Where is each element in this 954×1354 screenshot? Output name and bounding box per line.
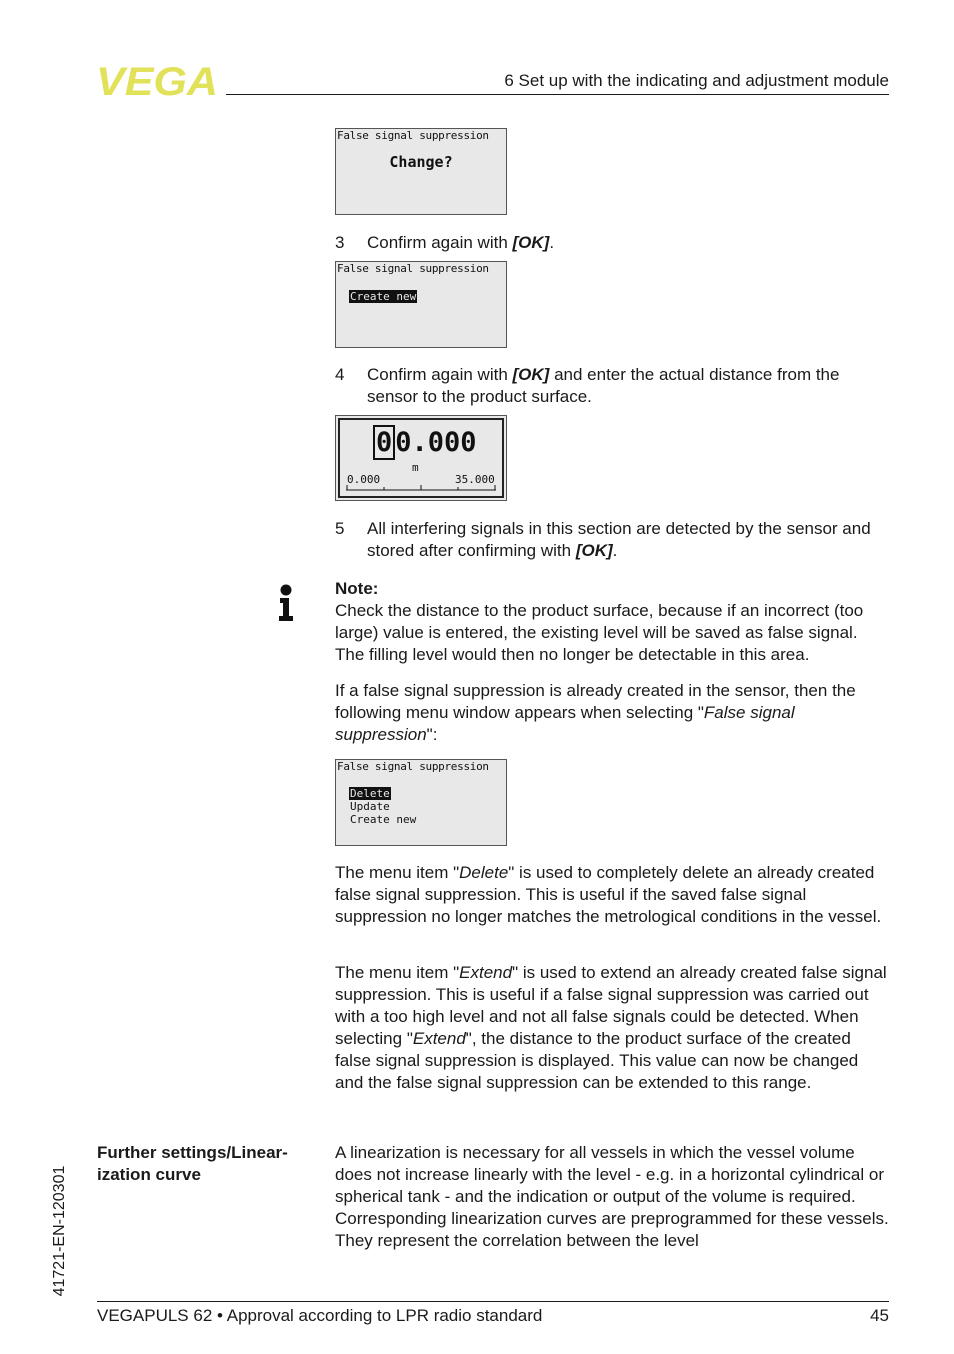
menu-name: False signal suppression [335, 703, 795, 744]
text: The menu item " [335, 963, 460, 982]
display-change-prompt [335, 128, 507, 215]
display-title: False signal suppression [337, 129, 489, 142]
menu-item-delete: Delete [350, 787, 390, 800]
text: " is used to extend an already created false signal suppression. This is useful if a false signal suppression was carried out with a too high level and not all false signals could be detected. When selecting " [335, 963, 887, 1048]
para-delete [335, 862, 890, 928]
display-title: False signal suppression [337, 262, 489, 275]
para-existing-suppression [335, 680, 890, 746]
ok-key: [OK] [512, 365, 550, 384]
note-text: Check the distance to the product surface, because if an incorrect (too large) value is entered, the existing level will be saved as false signal. The filling level would then no longer be detectable in this area. [335, 601, 864, 664]
text: " is used to completely delete an already created false signal suppression. This is useful if the saved false signal suppression no longer matches the metrological conditions in the vessel. [335, 863, 882, 926]
note-title: Note: [335, 579, 379, 598]
para-extend [335, 962, 890, 1094]
value-digits: 0.000 [395, 427, 477, 458]
logo-text: VEGA [96, 64, 218, 98]
step-text-end: and enter the actual distance from the sensor to the product surface. [367, 365, 840, 406]
step-text-end: . [612, 541, 618, 560]
display-title: False signal suppression [337, 760, 489, 773]
display-prompt: Change? [389, 153, 453, 171]
menu-item-update: Update [350, 800, 390, 813]
distance-value [373, 428, 477, 458]
menu-item-create-new: Create new [350, 290, 417, 303]
cursor-digit: 0 [373, 425, 395, 460]
step-text-end: . [549, 233, 555, 252]
further-settings-heading: Further settings/Linear-ization curve [97, 1143, 288, 1184]
menu-name: Extend [412, 1029, 466, 1048]
step-text: All interfering signals in this section are detected by the sensor and stored after confirming with [367, 519, 871, 560]
display-create-new [335, 261, 507, 348]
footer-divider [97, 1301, 889, 1302]
text: The menu item " [335, 863, 460, 882]
footer-product: VEGAPULS 62 • Approval according to LPR radio standard [97, 1306, 543, 1325]
range-scale [346, 484, 496, 494]
section-title: 6 Set up with the indicating and adjustment module [504, 71, 889, 90]
menu-item-create-new: Create new [350, 813, 417, 826]
menu-name: Extend [459, 963, 513, 982]
step-text: Confirm again with [367, 365, 513, 384]
note-block [335, 578, 890, 666]
text: ": [426, 725, 438, 744]
vega-logo [96, 64, 220, 98]
step-number: 4 [335, 365, 345, 384]
step-4 [335, 364, 890, 408]
step-5 [335, 518, 890, 562]
step-text: Confirm again with [367, 233, 513, 252]
step-number: 3 [335, 233, 345, 252]
text: If a false signal suppression is already created in the sensor, then the following menu window appears when selecting " [335, 681, 856, 722]
step-number: 5 [335, 519, 345, 538]
range-max: 35.000 [455, 473, 495, 486]
ok-key: [OK] [575, 541, 613, 560]
range-min: 0.000 [347, 473, 381, 486]
document-id-text: 41721-EN-120301 [51, 1165, 68, 1296]
linearization-text: A linearization is necessary for all vessels in which the vessel volume does not increase linearly with the level - e.g. in a horizontal cylindrical or spherical tank - and the indication or output of the volume is required. Corresponding linearization curves are preprogrammed for these vessels. They represent the correlation between the level [335, 1143, 889, 1250]
ok-key: [OK] [512, 233, 550, 252]
document-id [40, 1158, 80, 1303]
unit-label: m [412, 461, 419, 474]
display-suppression-menu [335, 759, 507, 846]
text: ", the distance to the product surface of the created false signal suppression is displayed. This value can now be changed and the false signal suppression can be extended to this range. [335, 1029, 859, 1092]
page-number: 45 [870, 1306, 889, 1325]
header-divider [226, 94, 889, 95]
info-icon [276, 584, 296, 624]
menu-name: Delete [459, 863, 509, 882]
step-3 [335, 232, 890, 254]
display-distance-entry [335, 415, 507, 501]
